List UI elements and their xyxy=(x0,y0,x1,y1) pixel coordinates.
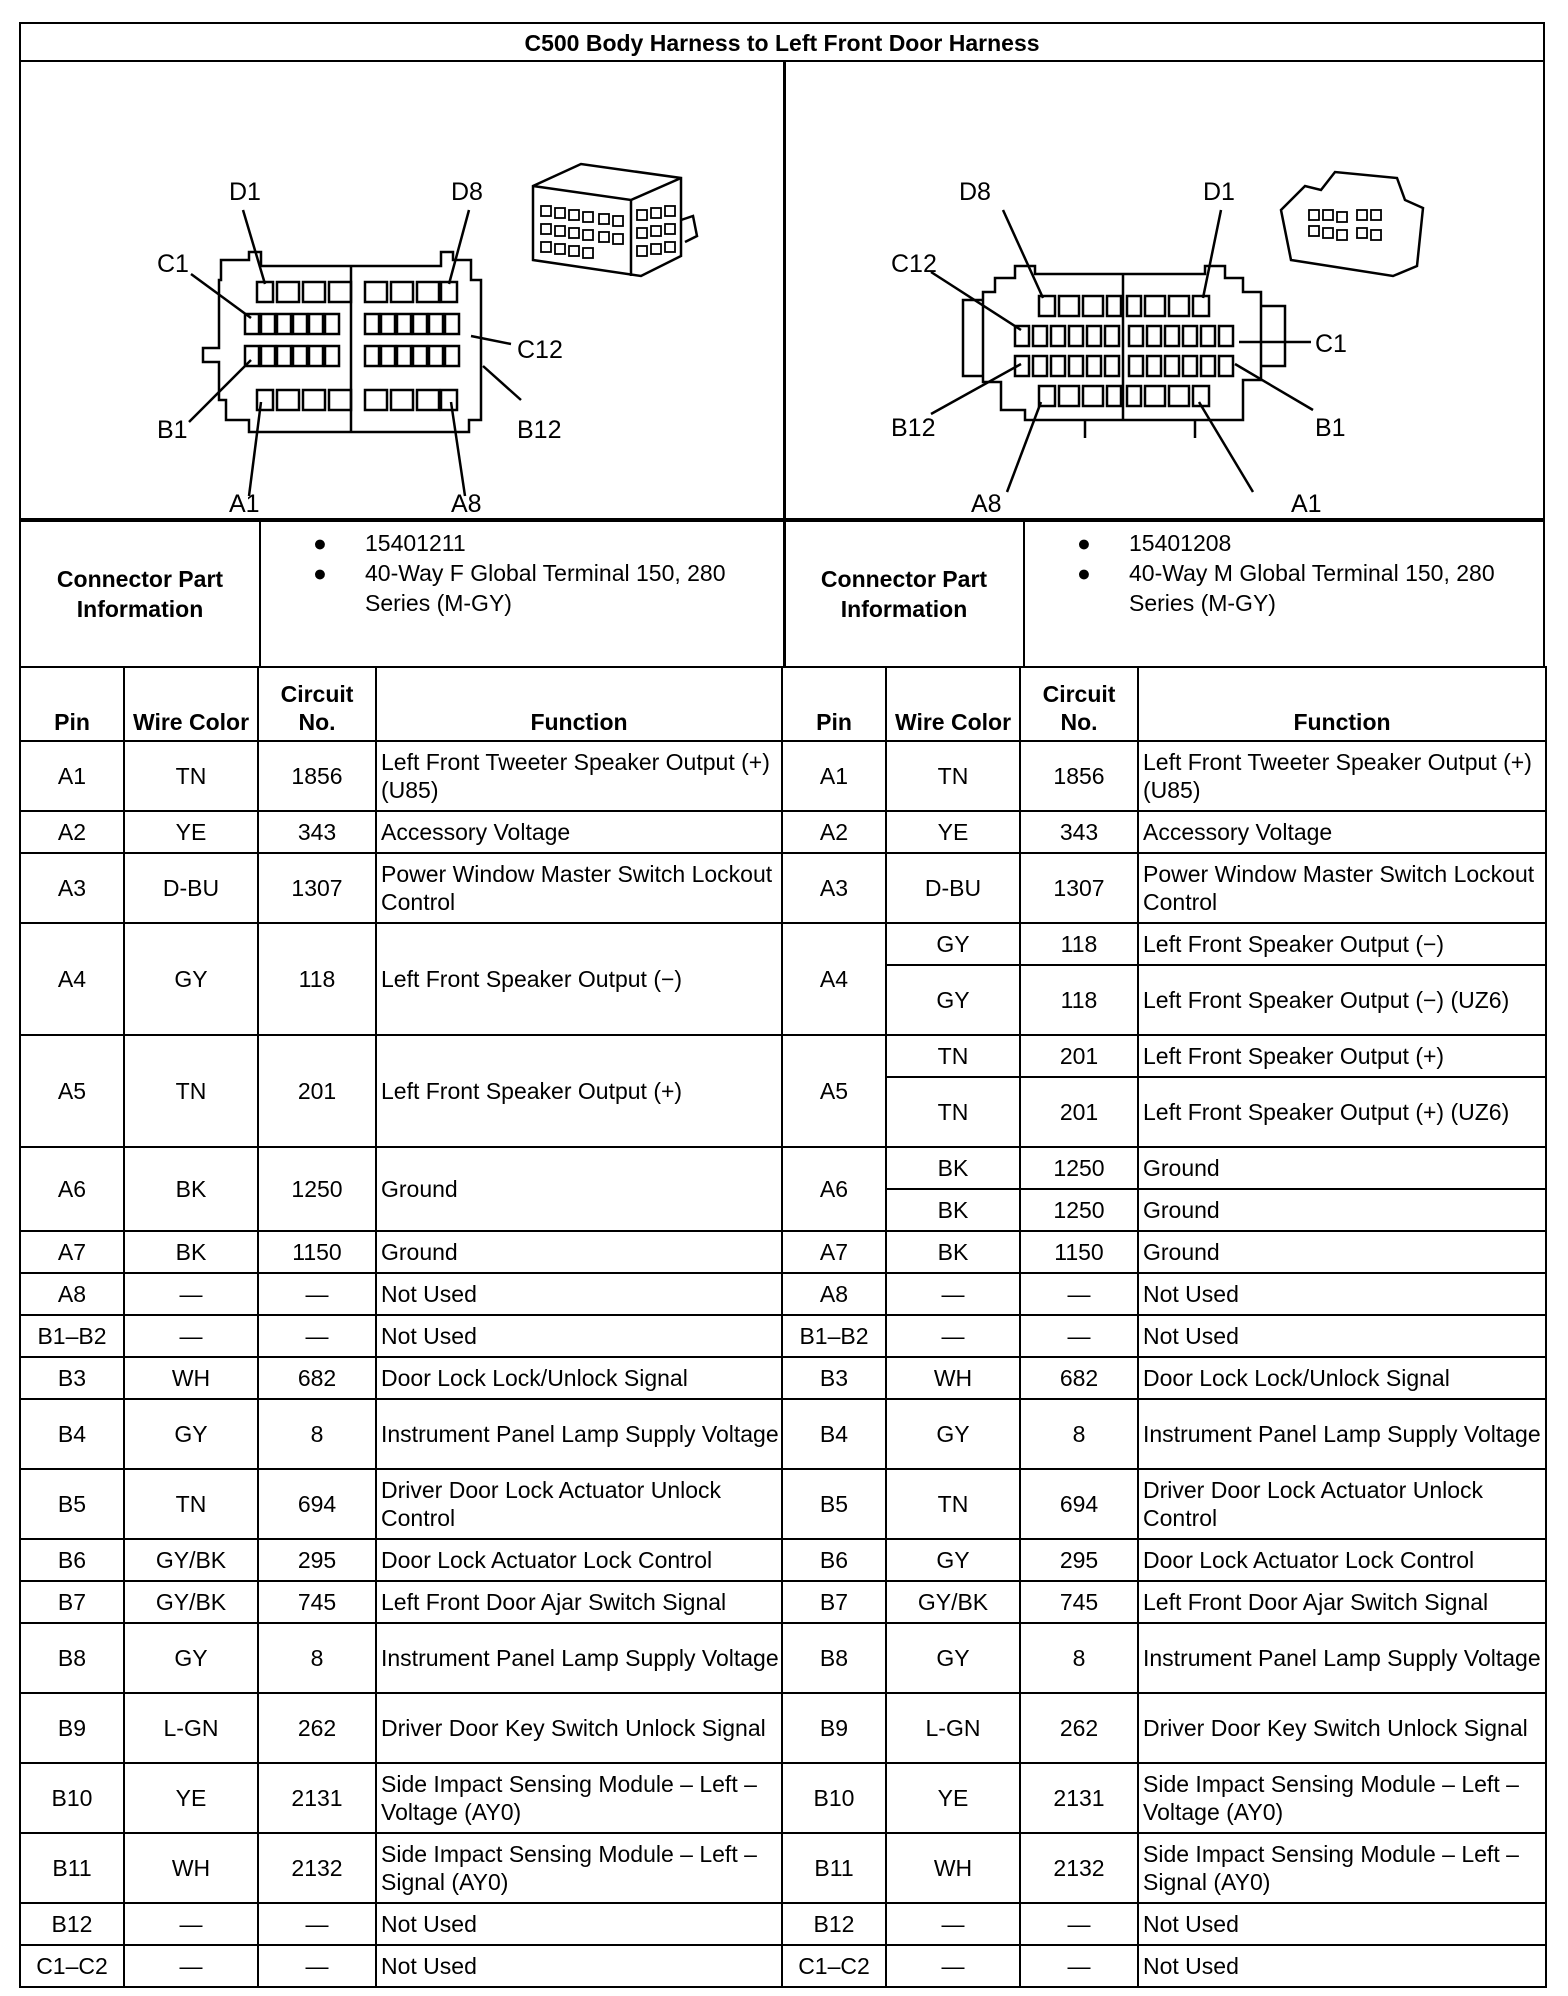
table-row xyxy=(782,1147,1546,1189)
circuit-cell: 2131 xyxy=(1020,1763,1138,1833)
function-cell: Side Impact Sensing Module – Left – Signal (AY0) xyxy=(376,1833,782,1903)
label-b1: B1 xyxy=(1315,414,1346,442)
left-connector-info xyxy=(21,522,786,666)
circuit-cell: 8 xyxy=(258,1399,376,1469)
wire-color-cell: D-BU xyxy=(124,853,258,923)
table-row xyxy=(20,1539,782,1581)
connector-info-label: Connector Part Information xyxy=(785,522,1025,666)
pin-cell: B1–B2 xyxy=(782,1315,886,1357)
wire-color-cell: — xyxy=(124,1315,258,1357)
table-row xyxy=(782,1833,1546,1903)
function-cell: Not Used xyxy=(1138,1315,1546,1357)
wire-color-cell: BK xyxy=(886,1231,1020,1273)
table-row xyxy=(782,1231,1546,1273)
table-row xyxy=(782,1273,1546,1315)
pin-cell: A1 xyxy=(782,741,886,811)
wire-color-cell: TN xyxy=(124,1035,258,1147)
circuit-cell: 1250 xyxy=(1020,1147,1138,1189)
wire-color-cell: — xyxy=(886,1315,1020,1357)
function-cell: Ground xyxy=(1138,1147,1546,1189)
pin-cell: B9 xyxy=(782,1693,886,1763)
circuit-cell: 1307 xyxy=(258,853,376,923)
function-cell: Instrument Panel Lamp Supply Voltage xyxy=(1138,1399,1546,1469)
table-row xyxy=(782,965,1546,1035)
circuit-cell: — xyxy=(1020,1273,1138,1315)
table-row xyxy=(782,1357,1546,1399)
table-row xyxy=(782,1539,1546,1581)
info-item xyxy=(1025,528,1541,558)
table-row xyxy=(20,1399,782,1469)
circuit-cell: 2132 xyxy=(258,1833,376,1903)
pin-cell: A5 xyxy=(20,1035,124,1147)
table-row xyxy=(782,1315,1546,1357)
table-row xyxy=(20,1581,782,1623)
pin-cell: A4 xyxy=(782,923,886,1035)
function-cell: Instrument Panel Lamp Supply Voltage xyxy=(1138,1623,1546,1693)
pin-cell: A7 xyxy=(20,1231,124,1273)
circuit-cell: 262 xyxy=(1020,1693,1138,1763)
wire-color-cell: — xyxy=(124,1945,258,1987)
bullet-icon: ● xyxy=(1077,560,1091,586)
label-d8: D8 xyxy=(959,178,991,206)
circuit-cell: 694 xyxy=(1020,1469,1138,1539)
wire-color-cell: YE xyxy=(124,1763,258,1833)
pin-cell: A2 xyxy=(782,811,886,853)
connector-diagrams xyxy=(19,60,1545,520)
label-d1: D1 xyxy=(229,178,261,206)
circuit-cell: 343 xyxy=(1020,811,1138,853)
wire-color-cell: TN xyxy=(886,741,1020,811)
part-number: 15401211 xyxy=(365,530,466,556)
label-a1: A1 xyxy=(1291,490,1322,518)
info-item xyxy=(261,558,777,618)
wire-color-cell: — xyxy=(124,1273,258,1315)
pin-cell: B6 xyxy=(20,1539,124,1581)
table-row xyxy=(20,1903,782,1945)
circuit-cell: — xyxy=(258,1273,376,1315)
pin-cell: A3 xyxy=(782,853,886,923)
table-row xyxy=(782,1469,1546,1539)
connector-info-row xyxy=(19,520,1545,668)
header-pin: Pin xyxy=(20,667,124,741)
table-row xyxy=(20,811,782,853)
function-cell: Not Used xyxy=(376,1273,782,1315)
pin-cell: B12 xyxy=(20,1903,124,1945)
function-cell: Door Lock Lock/Unlock Signal xyxy=(1138,1357,1546,1399)
table-row xyxy=(782,1077,1546,1147)
table-row xyxy=(20,853,782,923)
header-circuit-no: Circuit No. xyxy=(1020,667,1138,741)
label-b12: B12 xyxy=(891,414,936,442)
circuit-cell: — xyxy=(1020,1903,1138,1945)
function-cell: Left Front Tweeter Speaker Output (+) (U85) xyxy=(376,741,782,811)
circuit-cell: 694 xyxy=(258,1469,376,1539)
function-cell: Left Front Speaker Output (+) xyxy=(376,1035,782,1147)
table-row xyxy=(782,923,1546,965)
wire-color-cell: D-BU xyxy=(886,853,1020,923)
part-number: 15401208 xyxy=(1129,530,1232,556)
pin-cell: A7 xyxy=(782,1231,886,1273)
function-cell: Left Front Speaker Output (+) (UZ6) xyxy=(1138,1077,1546,1147)
circuit-cell: — xyxy=(258,1315,376,1357)
table-row xyxy=(20,1147,782,1231)
pin-cell: B8 xyxy=(782,1623,886,1693)
function-cell: Driver Door Key Switch Unlock Signal xyxy=(376,1693,782,1763)
table-row xyxy=(20,741,782,811)
pin-cell: A1 xyxy=(20,741,124,811)
right-pinout-table xyxy=(781,666,1547,1988)
circuit-cell: 8 xyxy=(1020,1623,1138,1693)
circuit-cell: 343 xyxy=(258,811,376,853)
wire-color-cell: — xyxy=(886,1903,1020,1945)
function-cell: Side Impact Sensing Module – Left – Voltage (AY0) xyxy=(1138,1763,1546,1833)
right-connector-diagram xyxy=(785,60,1547,518)
function-cell: Left Front Speaker Output (−) xyxy=(376,923,782,1035)
info-item xyxy=(1025,558,1541,618)
circuit-cell: 201 xyxy=(1020,1077,1138,1147)
connector-info-list xyxy=(261,528,777,618)
wire-color-cell: BK xyxy=(124,1147,258,1231)
right-connector-face xyxy=(785,60,1547,518)
table-row xyxy=(782,1693,1546,1763)
circuit-cell: 682 xyxy=(258,1357,376,1399)
function-cell: Not Used xyxy=(1138,1903,1546,1945)
label-c1: C1 xyxy=(1315,330,1347,358)
label-b12: B12 xyxy=(517,416,562,444)
circuit-cell: — xyxy=(258,1903,376,1945)
function-cell: Door Lock Lock/Unlock Signal xyxy=(376,1357,782,1399)
label-a8: A8 xyxy=(971,490,1002,518)
function-cell: Left Front Tweeter Speaker Output (+) (U85) xyxy=(1138,741,1546,811)
pin-cell: A6 xyxy=(782,1147,886,1231)
pin-cell: A5 xyxy=(782,1035,886,1147)
wire-color-cell: YE xyxy=(124,811,258,853)
pin-cell: A6 xyxy=(20,1147,124,1231)
pin-cell: B3 xyxy=(20,1357,124,1399)
wire-color-cell: GY xyxy=(124,923,258,1035)
function-cell: Left Front Speaker Output (−) (UZ6) xyxy=(1138,965,1546,1035)
function-cell: Power Window Master Switch Lockout Control xyxy=(1138,853,1546,923)
wire-color-cell: GY xyxy=(886,1399,1020,1469)
function-cell: Left Front Door Ajar Switch Signal xyxy=(376,1581,782,1623)
wire-color-cell: GY xyxy=(124,1399,258,1469)
wire-color-cell: WH xyxy=(124,1833,258,1903)
connector-info-list xyxy=(1025,528,1541,618)
wire-color-cell: TN xyxy=(124,1469,258,1539)
wire-color-cell: YE xyxy=(886,811,1020,853)
wire-color-cell: BK xyxy=(886,1147,1020,1189)
pin-cell: B4 xyxy=(782,1399,886,1469)
label-d8: D8 xyxy=(451,178,483,206)
label-a8: A8 xyxy=(451,490,482,518)
function-cell: Driver Door Lock Actuator Unlock Control xyxy=(1138,1469,1546,1539)
circuit-cell: 1307 xyxy=(1020,853,1138,923)
function-cell: Instrument Panel Lamp Supply Voltage xyxy=(376,1623,782,1693)
wire-color-cell: GY xyxy=(124,1623,258,1693)
circuit-cell: 201 xyxy=(258,1035,376,1147)
table-row xyxy=(20,1273,782,1315)
function-cell: Door Lock Actuator Lock Control xyxy=(376,1539,782,1581)
wire-color-cell: WH xyxy=(886,1357,1020,1399)
circuit-cell: 2132 xyxy=(1020,1833,1138,1903)
pin-cell: A8 xyxy=(20,1273,124,1315)
table-row xyxy=(782,1763,1546,1833)
circuit-cell: 1856 xyxy=(258,741,376,811)
wire-color-cell: BK xyxy=(886,1189,1020,1231)
connector-info-label: Connector Part Information xyxy=(21,522,261,666)
table-row xyxy=(782,811,1546,853)
wire-color-cell: GY xyxy=(886,1623,1020,1693)
wire-color-cell: TN xyxy=(124,741,258,811)
pin-cell: A8 xyxy=(782,1273,886,1315)
function-cell: Door Lock Actuator Lock Control xyxy=(1138,1539,1546,1581)
circuit-cell: 1856 xyxy=(1020,741,1138,811)
info-item xyxy=(261,528,777,558)
circuit-cell: 1250 xyxy=(258,1147,376,1231)
circuit-cell: — xyxy=(258,1945,376,1987)
circuit-cell: 1150 xyxy=(1020,1231,1138,1273)
page-title: C500 Body Harness to Left Front Door Harness xyxy=(19,22,1545,62)
table-row xyxy=(20,1357,782,1399)
function-cell: Ground xyxy=(1138,1231,1546,1273)
connector-sheet xyxy=(19,22,1549,1979)
header-pin: Pin xyxy=(782,667,886,741)
bullet-icon: ● xyxy=(313,560,327,586)
pin-cell: B9 xyxy=(20,1693,124,1763)
pin-cell: B8 xyxy=(20,1623,124,1693)
function-cell: Driver Door Key Switch Unlock Signal xyxy=(1138,1693,1546,1763)
pin-cell: A3 xyxy=(20,853,124,923)
pin-cell: C1–C2 xyxy=(782,1945,886,1987)
left-pinout-table xyxy=(19,666,783,1988)
wire-color-cell: TN xyxy=(886,1469,1020,1539)
wire-color-cell: GY xyxy=(886,1539,1020,1581)
circuit-cell: 745 xyxy=(258,1581,376,1623)
circuit-cell: 295 xyxy=(1020,1539,1138,1581)
circuit-cell: 745 xyxy=(1020,1581,1138,1623)
circuit-cell: 118 xyxy=(258,923,376,1035)
wire-color-cell: L-GN xyxy=(886,1693,1020,1763)
function-cell: Not Used xyxy=(376,1903,782,1945)
table-row xyxy=(782,1399,1546,1469)
function-cell: Driver Door Lock Actuator Unlock Control xyxy=(376,1469,782,1539)
pin-cell: B7 xyxy=(20,1581,124,1623)
function-cell: Accessory Voltage xyxy=(376,811,782,853)
table-row xyxy=(782,1903,1546,1945)
header-wire-color: Wire Color xyxy=(886,667,1020,741)
function-cell: Left Front Speaker Output (−) xyxy=(1138,923,1546,965)
function-cell: Accessory Voltage xyxy=(1138,811,1546,853)
function-cell: Not Used xyxy=(1138,1945,1546,1987)
pin-cell: B4 xyxy=(20,1399,124,1469)
pin-cell: B12 xyxy=(782,1903,886,1945)
table-row xyxy=(782,1623,1546,1693)
left-connector-face xyxy=(21,60,783,518)
wire-color-cell: TN xyxy=(886,1035,1020,1077)
table-row xyxy=(782,853,1546,923)
table-row xyxy=(20,1763,782,1833)
table-row xyxy=(20,923,782,1035)
pin-cell: B6 xyxy=(782,1539,886,1581)
pin-cell: B10 xyxy=(782,1763,886,1833)
function-cell: Ground xyxy=(376,1147,782,1231)
table-header-row xyxy=(782,667,1546,741)
terminal-description: 40-Way M Global Terminal 150, 280 Series (M-GY) xyxy=(1129,560,1495,616)
pin-cell: B1–B2 xyxy=(20,1315,124,1357)
header-wire-color: Wire Color xyxy=(124,667,258,741)
wire-color-cell: — xyxy=(124,1903,258,1945)
header-function: Function xyxy=(376,667,782,741)
circuit-cell: 295 xyxy=(258,1539,376,1581)
table-row xyxy=(782,1945,1546,1987)
circuit-cell: 1250 xyxy=(1020,1189,1138,1231)
circuit-cell: 682 xyxy=(1020,1357,1138,1399)
wire-color-cell: L-GN xyxy=(124,1693,258,1763)
circuit-cell: 1150 xyxy=(258,1231,376,1273)
circuit-cell: 8 xyxy=(258,1623,376,1693)
function-cell: Ground xyxy=(1138,1189,1546,1231)
pin-cell: B10 xyxy=(20,1763,124,1833)
circuit-cell: — xyxy=(1020,1945,1138,1987)
wire-color-cell: YE xyxy=(886,1763,1020,1833)
table-row xyxy=(20,1231,782,1273)
wire-color-cell: — xyxy=(886,1945,1020,1987)
header-function: Function xyxy=(1138,667,1546,741)
label-c1: C1 xyxy=(157,250,189,278)
wire-color-cell: WH xyxy=(886,1833,1020,1903)
wire-color-cell: WH xyxy=(124,1357,258,1399)
table-row xyxy=(782,1189,1546,1231)
wire-color-cell: GY xyxy=(886,965,1020,1035)
pin-cell: B11 xyxy=(782,1833,886,1903)
function-cell: Side Impact Sensing Module – Left – Signal (AY0) xyxy=(1138,1833,1546,1903)
circuit-cell: 201 xyxy=(1020,1035,1138,1077)
circuit-cell: 262 xyxy=(258,1693,376,1763)
wire-color-cell: BK xyxy=(124,1231,258,1273)
pin-cell: B11 xyxy=(20,1833,124,1903)
function-cell: Side Impact Sensing Module – Left – Voltage (AY0) xyxy=(376,1763,782,1833)
table-row xyxy=(20,1693,782,1763)
circuit-cell: 118 xyxy=(1020,923,1138,965)
circuit-cell: 118 xyxy=(1020,965,1138,1035)
header-circuit-no: Circuit No. xyxy=(258,667,376,741)
function-cell: Left Front Door Ajar Switch Signal xyxy=(1138,1581,1546,1623)
table-row xyxy=(20,1623,782,1693)
pin-cell: A4 xyxy=(20,923,124,1035)
wire-color-cell: TN xyxy=(886,1077,1020,1147)
table-row xyxy=(20,1035,782,1147)
wire-color-cell: GY/BK xyxy=(124,1581,258,1623)
function-cell: Left Front Speaker Output (+) xyxy=(1138,1035,1546,1077)
function-cell: Not Used xyxy=(376,1945,782,1987)
function-cell: Power Window Master Switch Lockout Control xyxy=(376,853,782,923)
wire-color-cell: GY/BK xyxy=(886,1581,1020,1623)
bullet-icon: ● xyxy=(313,530,327,556)
table-row xyxy=(782,1581,1546,1623)
pin-cell: B5 xyxy=(782,1469,886,1539)
label-a1: A1 xyxy=(229,490,260,518)
bullet-icon: ● xyxy=(1077,530,1091,556)
pin-cell: B7 xyxy=(782,1581,886,1623)
table-row xyxy=(20,1315,782,1357)
function-cell: Not Used xyxy=(1138,1273,1546,1315)
wire-color-cell: — xyxy=(886,1273,1020,1315)
left-connector-diagram xyxy=(21,60,783,518)
table-row xyxy=(20,1945,782,1987)
circuit-cell: — xyxy=(1020,1315,1138,1357)
wire-color-cell: GY/BK xyxy=(124,1539,258,1581)
table-row xyxy=(20,1833,782,1903)
terminal-description: 40-Way F Global Terminal 150, 280 Series (M-GY) xyxy=(365,560,726,616)
table-header-row xyxy=(20,667,782,741)
function-cell: Not Used xyxy=(376,1315,782,1357)
function-cell: Ground xyxy=(376,1231,782,1273)
function-cell: Instrument Panel Lamp Supply Voltage xyxy=(376,1399,782,1469)
label-c12: C12 xyxy=(891,250,937,278)
circuit-cell: 8 xyxy=(1020,1399,1138,1469)
wire-color-cell: GY xyxy=(886,923,1020,965)
table-row xyxy=(782,741,1546,811)
pin-cell: B3 xyxy=(782,1357,886,1399)
circuit-cell: 2131 xyxy=(258,1763,376,1833)
label-b1: B1 xyxy=(157,416,188,444)
label-d1: D1 xyxy=(1203,178,1235,206)
pin-cell: B5 xyxy=(20,1469,124,1539)
pin-cell: A2 xyxy=(20,811,124,853)
right-connector-info xyxy=(785,522,1547,666)
table-row xyxy=(20,1469,782,1539)
table-row xyxy=(782,1035,1546,1077)
label-c12: C12 xyxy=(517,336,563,364)
pin-cell: C1–C2 xyxy=(20,1945,124,1987)
